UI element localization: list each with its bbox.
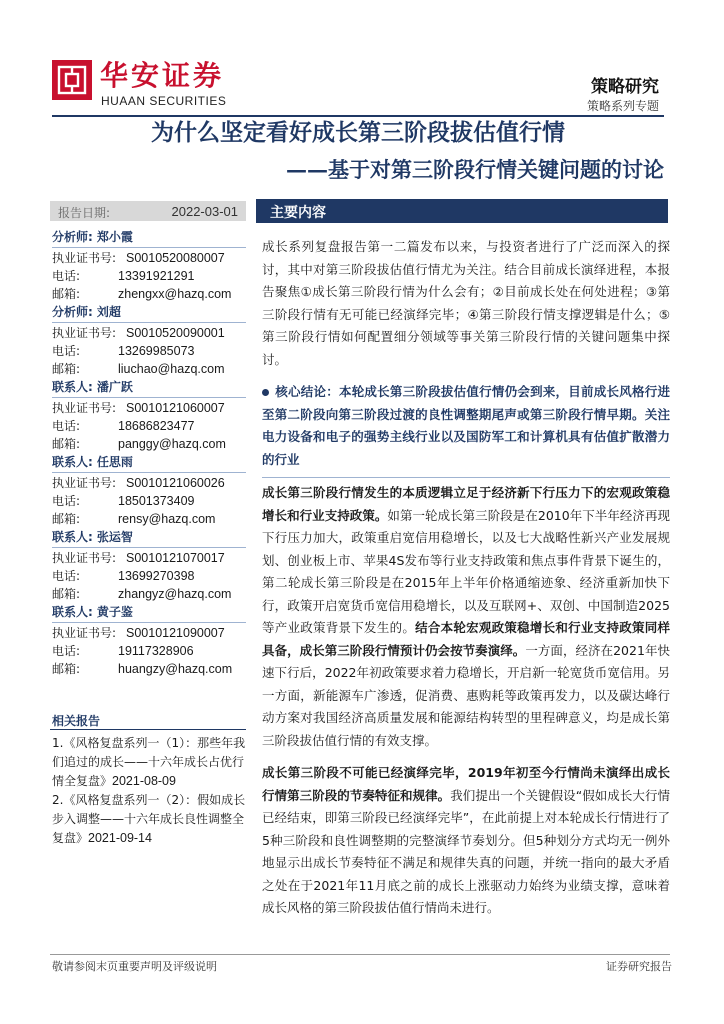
contact-email — [52, 360, 246, 378]
contact-phone-label: 电话: — [52, 644, 81, 658]
contact-phone-label: 电话: — [52, 419, 81, 433]
contact-email-value[interactable]: zhangyz@hazq.com — [118, 587, 232, 601]
contact-phone-value: 19117328906 — [118, 644, 194, 658]
contact-phone-label: 电话: — [52, 269, 81, 283]
contact-name: 张运智 — [96, 530, 133, 544]
contact-phone-label: 电话: — [52, 344, 81, 358]
contact-divider — [52, 547, 246, 548]
contact-divider — [52, 622, 246, 623]
contact-phone-label: 电话: — [52, 494, 81, 508]
contact-role-label: 联系人: — [52, 455, 93, 469]
main-section-title: 主要内容 — [270, 205, 326, 221]
contact-license-label: 执业证书号: — [52, 626, 117, 640]
contact-email-label: 邮箱: — [52, 287, 81, 301]
contact-role — [52, 378, 246, 396]
related-report-text: 1.《风格复盘系列一（1）：那些年我们追过的成长——十六年成长占优行情全复盘》 — [52, 736, 246, 788]
contact-name: 任思雨 — [96, 455, 133, 469]
contact-role-label: 分析师: — [52, 305, 93, 319]
contact-phone — [52, 342, 246, 360]
contact-name: 潘广跃 — [96, 380, 133, 394]
intro-paragraph: 成长系列复盘报告第一二篇发布以来，与投资者进行了广泛而深入的探讨，其中对第三阶段拔估值行情尤为关注。结合目前成长演绎进程，本报告聚焦①成长第三阶段行情为什么会有；②目前成长处在何处进程；③第三阶段行情有无可能已经演绎完毕；④第三阶段行情支撑逻辑是什么；⑤第三阶段行情如何配置细分领域等事关第三阶段行情的关键问题集中探讨。 — [262, 239, 670, 367]
contact-license-label: 执业证书号: — [52, 401, 117, 415]
contact-email-label: 邮箱: — [52, 587, 81, 601]
contact-license-value: S0010520090001 — [126, 326, 225, 340]
contact-role — [52, 603, 246, 621]
paragraph-stage — [262, 762, 670, 920]
contact-license — [52, 624, 246, 642]
main-content — [262, 236, 670, 920]
company-logo — [52, 60, 92, 100]
paragraph-stage-lead: 成长第三阶段不可能已经演绎完毕，2019年初至今行情尚未演绎出成长行情第三阶段的节奏特征和规律。 — [262, 765, 670, 803]
contact-name: 黄子鉴 — [96, 605, 133, 619]
report-date-value: 2022-03-01 — [171, 204, 238, 219]
contact-email-value[interactable]: huangzy@hazq.com — [118, 662, 233, 676]
contact-license — [52, 324, 246, 342]
contact-license-value: S0010520080007 — [126, 251, 225, 265]
related-reports-title: 相关报告 — [52, 714, 101, 728]
contact-email — [52, 285, 246, 303]
contact-license — [52, 474, 246, 492]
contact-license-value: S0010121060026 — [126, 476, 225, 490]
contact-email-value[interactable]: zhengxx@hazq.com — [118, 287, 232, 301]
contact-name: 郑小霞 — [96, 230, 133, 244]
contact-email — [52, 435, 246, 453]
contact-phone-value: 13391921291 — [118, 269, 195, 283]
paragraph-policy — [262, 482, 670, 752]
contact-license — [52, 249, 246, 267]
logo-wordmark-en: HUAAN SECURITIES — [101, 94, 227, 108]
contact-phone-value: 18501373409 — [118, 494, 195, 508]
contact-phone — [52, 492, 246, 510]
contact-card — [52, 228, 246, 303]
contact-card — [52, 303, 246, 378]
contact-role-label: 联系人: — [52, 530, 93, 544]
paragraph-policy-body: 如第一轮成长第三阶段是在2010年下半年经济再现下行压力加大，政策重启宽信用稳增长，以及七大战略性新兴产业发展规划、创业板上市、苹果4S发布等行业支持政策和焦点事件背景下诞生的，第二轮成长第三阶段是在2015年上半年价格通缩迹象、经济重新加快下行，政策开启宽货币宽信用稳增长，以及互联网+、双创、中国制造2025等产业政策背景下发生的。 — [262, 507, 670, 635]
contact-license-value: S0010121060007 — [126, 401, 225, 415]
report-date-label: 报告日期: — [58, 206, 111, 220]
contact-role-label: 分析师: — [52, 230, 93, 244]
contact-phone — [52, 642, 246, 660]
contact-license-label: 执业证书号: — [52, 326, 117, 340]
contact-card — [52, 603, 246, 678]
paragraph-policy-emphasis: 结合本轮宏观政策稳增长和行业支持政策同样具备，成长第三阶段行情预计仍会按节奏演绎。 — [262, 620, 670, 658]
contact-divider — [52, 472, 246, 473]
contact-email-value[interactable]: panggy@hazq.com — [118, 437, 226, 451]
contact-license-label: 执业证书号: — [52, 551, 117, 565]
logo-wordmark-cn: 华安证券 — [100, 59, 225, 92]
document-series: 策略系列专题 — [586, 99, 659, 113]
contact-phone-value: 13269985073 — [118, 344, 195, 358]
paragraph-policy-body-2: 一方面，经济在2021年快速下行后，2022年初政策要求着力稳增长，开启新一轮宽货币宽信用。另一方面，新能源车广渗透，促消费、惠购耗等政策再发力，以及碳达峰行动方案对我国经济高质量发展和能源结构转型的里程碑意义，均是成长第三阶段拔估值行情的有效支撑。 — [262, 642, 670, 748]
contact-email — [52, 510, 246, 528]
footer-divider — [50, 954, 670, 955]
related-report-date: 2021-09-14 — [88, 831, 152, 845]
related-reports-divider — [50, 729, 246, 730]
page-title: 为什么坚定看好成长第三阶段拔估值行情 — [151, 119, 565, 146]
contact-card — [52, 528, 246, 603]
contact-card — [52, 453, 246, 528]
paragraph-stage-body: 我们提出一个关键假设“假如成长大行情已经结束，即第三阶段已经演绎完毕”，在此前提上对本轮成长行情进行了5种三阶段和良性调整期的完整演绎节奏划分。但5种划分方式均无一例外地显示出成长节奏特征不满足和规律失真的问题，并统一指向的最大矛盾之处在于2021年11月底之前的成长上涨驱动力始终为业绩支撑，意味着成长风格的第三阶段拔估值行情尚未进行。 — [262, 787, 670, 915]
related-report-date: 2021-08-09 — [112, 774, 176, 788]
contact-phone-label: 电话: — [52, 569, 81, 583]
contact-phone — [52, 567, 246, 585]
contact-email-value[interactable]: liuchao@hazq.com — [118, 362, 225, 376]
contact-name: 刘超 — [96, 305, 121, 319]
contact-card — [52, 378, 246, 453]
contact-role-label: 联系人: — [52, 380, 93, 394]
contact-role — [52, 528, 246, 546]
header-divider — [52, 115, 664, 117]
contact-license-value: S0010121090007 — [126, 626, 225, 640]
paragraph-policy-lead: 成长第三阶段行情发生的本质逻辑立足于经济新下行压力下的宏观政策稳增长和行业支持政策。 — [262, 485, 670, 523]
contact-license-label: 执业证书号: — [52, 476, 117, 490]
contact-email — [52, 585, 246, 603]
contact-role — [52, 228, 246, 246]
contact-phone — [52, 267, 246, 285]
core-conclusion — [262, 381, 670, 471]
contact-email-value[interactable]: rensy@hazq.com — [118, 512, 216, 526]
related-report-item[interactable] — [52, 734, 248, 791]
document-type: 策略研究 — [591, 77, 659, 97]
page-subtitle: ——基于对第三阶段行情关键问题的讨论 — [286, 157, 664, 182]
contact-email-label: 邮箱: — [52, 662, 81, 676]
bullet-icon — [262, 389, 269, 396]
contact-divider — [52, 397, 246, 398]
contact-role — [52, 453, 246, 471]
footer-label: 证券研究报告 — [606, 960, 672, 973]
contact-license — [52, 399, 246, 417]
related-report-item[interactable] — [52, 791, 248, 848]
contact-divider — [52, 322, 246, 323]
contact-phone — [52, 417, 246, 435]
main-section-header — [256, 199, 668, 223]
contact-phone-value: 13699270398 — [118, 569, 195, 583]
related-report-text: 2.《风格复盘系列一（2）：假如成长步入调整——十六年成长良性调整全复盘》 — [52, 793, 246, 845]
contact-email-label: 邮箱: — [52, 437, 81, 451]
content-divider — [262, 477, 670, 478]
analyst-contacts — [52, 228, 246, 678]
contact-email-label: 邮箱: — [52, 362, 81, 376]
contact-email — [52, 660, 246, 678]
footer-disclaimer[interactable]: 敬请参阅末页重要声明及评级说明 — [52, 960, 217, 973]
contact-license-value: S0010121070017 — [126, 551, 225, 565]
contact-license — [52, 549, 246, 567]
contact-divider — [52, 247, 246, 248]
contact-email-label: 邮箱: — [52, 512, 81, 526]
related-reports-list — [52, 734, 248, 848]
contact-role-label: 联系人: — [52, 605, 93, 619]
logo-emblem-icon — [57, 65, 87, 95]
contact-license-label: 执业证书号: — [52, 251, 117, 265]
core-conclusion-text: 核心结论：本轮成长第三阶段拔估值行情仍会到来，目前成长风格行进至第二阶段向第三阶段过渡的良性调整期尾声或第三阶段行情早期。关注电力设备和电子的强势主线行业以及国防军工和计算机具有估值扩散潜力的行业 — [262, 384, 670, 467]
report-date-bar — [50, 201, 246, 221]
contact-role — [52, 303, 246, 321]
contact-phone-value: 18686823477 — [118, 419, 195, 433]
